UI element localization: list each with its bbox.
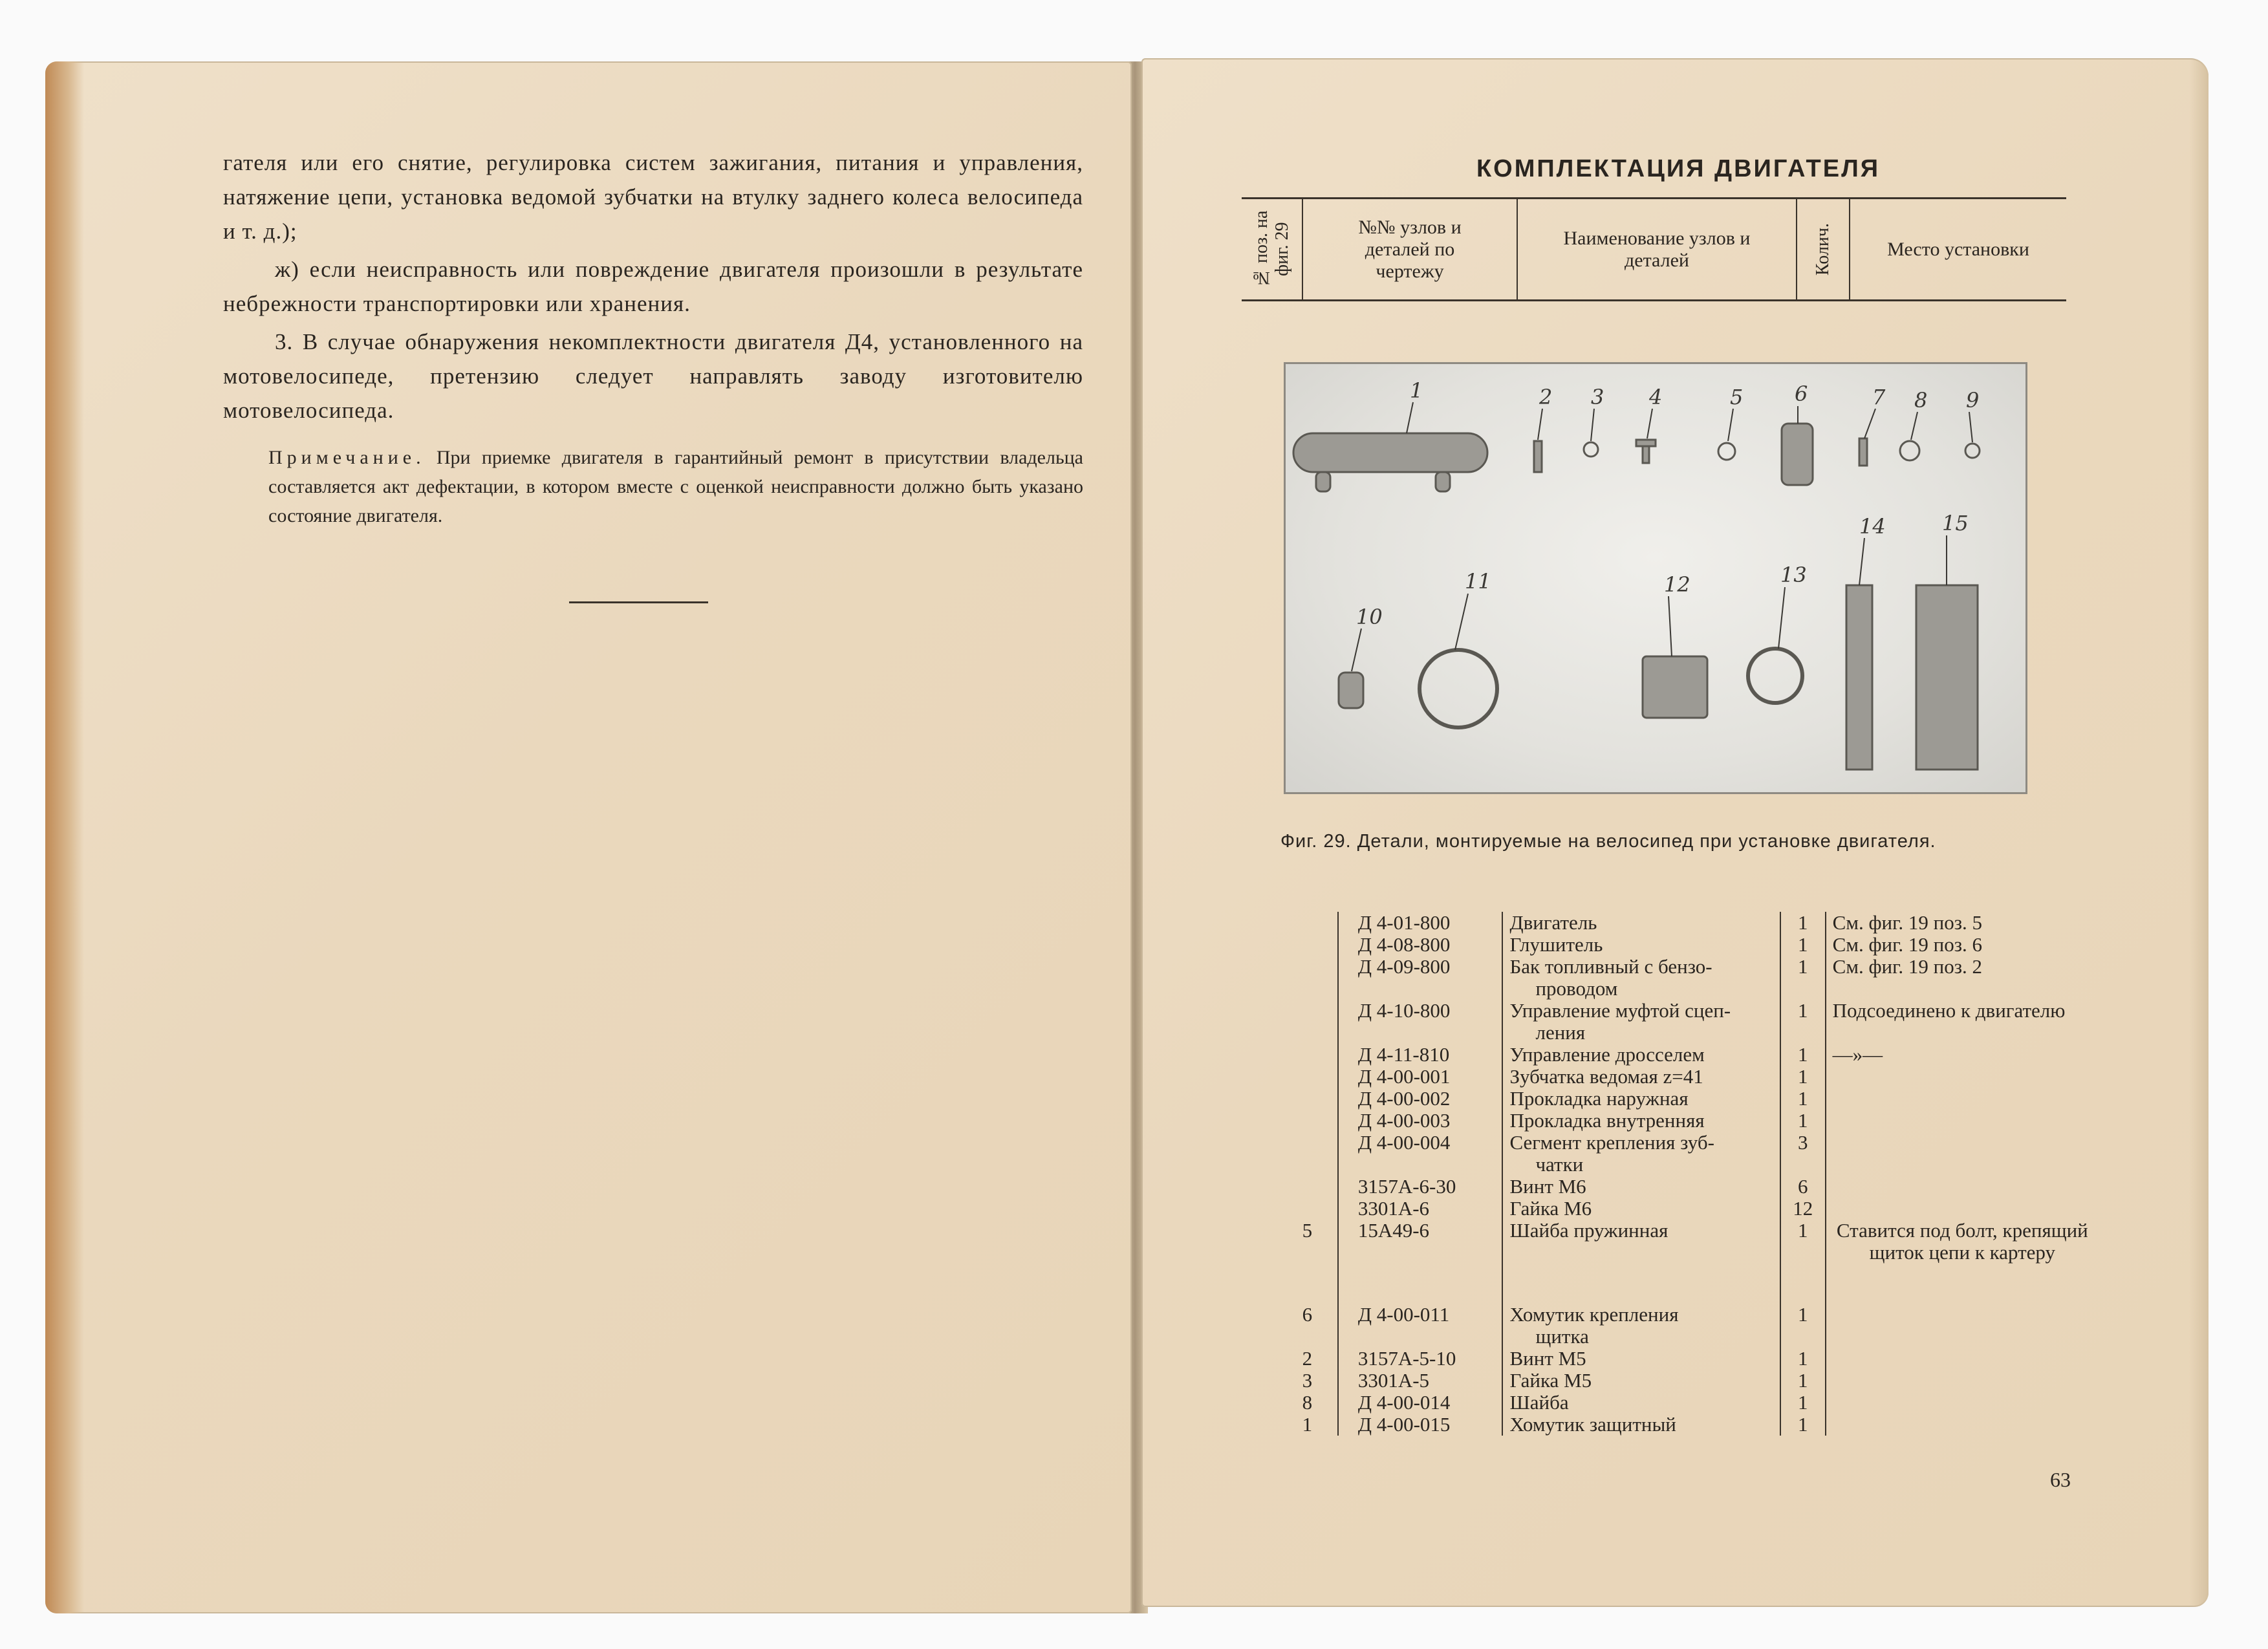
- part-name-cell-text: Гайка М6: [1509, 1197, 1592, 1220]
- table-row: [1277, 1220, 2092, 1304]
- part-number-cell-text: Д 4-01-800: [1357, 911, 1451, 934]
- label-6: 6: [1795, 382, 1808, 406]
- part-number-cell: [1337, 1132, 1502, 1176]
- quantity-cell-text: 1: [1797, 999, 1808, 1022]
- pos-cell: [1277, 1044, 1337, 1066]
- quantity-cell-text: 1: [1797, 1391, 1808, 1414]
- install-place-cell: [1825, 1370, 2092, 1392]
- table-row: [1277, 956, 2092, 1000]
- pos-cell: [1277, 1220, 1337, 1304]
- note: [268, 443, 1083, 530]
- install-place-cell: [1825, 1414, 2092, 1436]
- part-name-cell-text: Хомутик защитный: [1509, 1413, 1676, 1436]
- quantity-cell-text: 1: [1797, 1109, 1808, 1132]
- table-row: [1277, 1176, 2092, 1198]
- table-row: [1277, 1132, 2092, 1176]
- part-4-shank: [1643, 446, 1649, 463]
- quantity-cell: [1780, 934, 1825, 956]
- part-number-cell-text: Д 4-00-015: [1357, 1413, 1451, 1436]
- quantity-cell-text: 1: [1797, 933, 1808, 956]
- parts-table: [1277, 912, 2092, 1436]
- pos-cell: [1277, 1198, 1337, 1220]
- part-name-cell: [1502, 1348, 1779, 1370]
- quantity-cell: [1780, 1348, 1825, 1370]
- part-number-cell-text: Д 4-00-004: [1357, 1131, 1451, 1154]
- part-name-cell: [1502, 956, 1779, 1000]
- quantity-cell-text: 1: [1797, 1043, 1808, 1066]
- label-4: 4: [1649, 385, 1663, 409]
- part-number-cell-text: Д 4-00-003: [1357, 1109, 1451, 1132]
- part-name-cell: [1502, 1000, 1779, 1044]
- part-name-cell: [1502, 1370, 1779, 1392]
- install-place-cell: [1825, 1348, 2092, 1370]
- install-place-cell: [1825, 1088, 2092, 1110]
- page-number: 63: [2050, 1468, 2071, 1491]
- pos-cell: [1277, 1176, 1337, 1198]
- table-row: [1277, 934, 2092, 956]
- quantity-cell: [1780, 1304, 1825, 1348]
- part-name-cell: [1502, 1414, 1779, 1436]
- section-end-rule: [569, 601, 708, 603]
- part-name-cell-text: Хомутик крепления: [1509, 1303, 1679, 1326]
- install-place-cell-text: Подсоединено к двигателю: [1832, 999, 2066, 1022]
- leader-1: [1407, 402, 1413, 433]
- quantity-cell: [1780, 1370, 1825, 1392]
- part-number-cell: [1337, 1370, 1502, 1392]
- part-name-cell: [1502, 1132, 1779, 1176]
- header-qty-label: Колич.: [1813, 223, 1833, 275]
- install-place-cell: [1825, 1066, 2092, 1088]
- pos-cell: [1277, 1370, 1337, 1392]
- part-name-cell: [1502, 1392, 1779, 1414]
- pos-cell-text: 2: [1302, 1347, 1313, 1370]
- label-14: 14: [1859, 514, 1886, 539]
- part-number-cell-text: Д 4-10-800: [1357, 999, 1451, 1022]
- leader-9: [1969, 412, 1972, 442]
- pos-cell-text: 8: [1302, 1391, 1313, 1414]
- label-12: 12: [1664, 572, 1690, 597]
- leader-7: [1864, 409, 1875, 438]
- quantity-cell-text: 1: [1797, 955, 1808, 978]
- part-15-pad: [1916, 585, 1978, 770]
- leader-8: [1911, 412, 1917, 440]
- part-number-cell-text: Д 4-08-800: [1357, 933, 1451, 956]
- leader-14: [1859, 538, 1864, 585]
- label-10: 10: [1356, 605, 1383, 629]
- part-5-washer: [1718, 443, 1735, 460]
- part-3-nut: [1584, 442, 1598, 457]
- part-number-cell-text: Д 4-11-810: [1357, 1043, 1450, 1066]
- install-place-cell-text: —»—: [1832, 1043, 1883, 1066]
- part-number-cell: [1337, 1000, 1502, 1044]
- header-name: [1518, 199, 1797, 299]
- pos-cell-text: 3: [1302, 1369, 1313, 1392]
- table-row: [1277, 1088, 2092, 1110]
- label-7: 7: [1872, 385, 1886, 409]
- pos-cell: [1277, 1392, 1337, 1414]
- label-11: 11: [1465, 569, 1491, 594]
- leader-2: [1538, 409, 1542, 440]
- paragraph-2: ж) если неисправность или повреждение двигателя произошли в результате небрежности транспортировки или хранения.: [223, 257, 1083, 316]
- header-place-label: Место установки: [1887, 238, 2029, 260]
- part-number-cell-text: 3157А-6-30: [1357, 1175, 1456, 1198]
- left-page: [45, 61, 1132, 1613]
- install-place-cell: [1825, 912, 2092, 934]
- part-name-cell: [1502, 1304, 1779, 1348]
- part-name-continuation: чатки: [1535, 1153, 1584, 1176]
- part-number-cell: [1337, 1110, 1502, 1132]
- figure-caption: Фиг. 29. Детали, монтируемые на велосипед при установке двигателя.: [1280, 831, 1936, 852]
- part-9-washer: [1965, 444, 1980, 458]
- pos-cell: [1277, 934, 1337, 956]
- part-number-cell: [1337, 1348, 1502, 1370]
- quantity-cell-text: 1: [1797, 1413, 1808, 1436]
- note-text: При приемке двигателя в гарантийный ремонт в присутствии владельца составляется акт дефектации, в котором вместе с оценкой неисправности должно быть указано состояние двигателя.: [268, 447, 1083, 526]
- part-name-cell: [1502, 1066, 1779, 1088]
- part-number-cell-text: Д 4-00-001: [1357, 1065, 1451, 1088]
- install-place-cell: [1825, 934, 2092, 956]
- part-6-clamp: [1782, 424, 1813, 485]
- part-name-cell-text: Гайка М5: [1509, 1369, 1592, 1392]
- section-title: КОМПЛЕКТАЦИЯ ДВИГАТЕЛЯ: [1476, 155, 1881, 182]
- pos-cell: [1277, 1000, 1337, 1044]
- header-pos: [1242, 199, 1303, 299]
- part-number-cell-text: Д 4-00-002: [1357, 1087, 1451, 1110]
- part-name-cell-text: Бак топливный с бензо-: [1509, 955, 1712, 978]
- table-row: [1277, 1392, 2092, 1414]
- quantity-cell: [1780, 1132, 1825, 1176]
- quantity-cell: [1780, 956, 1825, 1000]
- header-place: [1850, 199, 2066, 299]
- install-place-cell-text: См. фиг. 19 поз. 2: [1832, 955, 1982, 978]
- part-name-cell-text: Шайба пружинная: [1509, 1219, 1669, 1242]
- label-8: 8: [1914, 388, 1928, 413]
- part-7-screw: [1859, 438, 1867, 466]
- part-name-continuation: проводом: [1535, 977, 1618, 1000]
- header-part-no-label: №№ узлов и деталей по чертежу: [1358, 216, 1462, 282]
- pos-cell: [1277, 1066, 1337, 1088]
- part-number-cell: [1337, 934, 1502, 956]
- part-8-washer: [1900, 441, 1919, 460]
- part-number-cell-text: Д 4-09-800: [1357, 955, 1451, 978]
- quantity-cell-text: 1: [1797, 1303, 1808, 1326]
- install-place-cell: [1825, 1176, 2092, 1198]
- quantity-cell-text: 1: [1797, 1065, 1808, 1088]
- install-place-cell-text: См. фиг. 19 поз. 6: [1832, 933, 1982, 956]
- install-place-cell: [1825, 1392, 2092, 1414]
- part-number-cell-text: 3301А-6: [1357, 1197, 1430, 1220]
- pos-cell-text: 1: [1302, 1413, 1313, 1436]
- part-name-cell-text: Прокладка внутренняя: [1509, 1109, 1705, 1132]
- install-place-cell: [1825, 1304, 2092, 1348]
- table-row: [1277, 1000, 2092, 1044]
- part-1-clamp: [1293, 433, 1487, 472]
- part-name-cell-text: Прокладка наружная: [1509, 1087, 1689, 1110]
- quantity-cell: [1780, 1110, 1825, 1132]
- install-place-cell: [1825, 1044, 2092, 1066]
- pos-cell: [1277, 1348, 1337, 1370]
- left-text-block: [223, 146, 1083, 427]
- table-row: [1277, 1044, 2092, 1066]
- install-place-cell-text: Ставится под болт, крепящий щиток цепи к картеру: [1836, 1219, 2088, 1264]
- header-part-no: [1303, 199, 1518, 299]
- part-number-cell: [1337, 1044, 1502, 1066]
- quantity-cell: [1780, 1066, 1825, 1088]
- leader-12: [1669, 596, 1672, 656]
- leader-13: [1778, 587, 1785, 649]
- quantity-cell-text: 6: [1797, 1175, 1808, 1198]
- table-row: [1277, 1198, 2092, 1220]
- part-name-cell: [1502, 1198, 1779, 1220]
- quantity-cell: [1780, 1414, 1825, 1436]
- part-number-cell: [1337, 1392, 1502, 1414]
- label-9: 9: [1966, 388, 1980, 413]
- quantity-cell-text: 1: [1797, 1369, 1808, 1392]
- quantity-cell: [1780, 1088, 1825, 1110]
- part-name-cell: [1502, 1088, 1779, 1110]
- part-number-cell-text: 3157А-5-10: [1357, 1347, 1456, 1370]
- part-number-cell: [1337, 956, 1502, 1000]
- pos-cell: [1277, 956, 1337, 1000]
- part-name-cell: [1502, 934, 1779, 956]
- part-12-sleeve: [1643, 656, 1707, 718]
- label-15: 15: [1942, 511, 1969, 535]
- leader-3: [1591, 409, 1594, 441]
- part-number-cell: [1337, 1414, 1502, 1436]
- part-name-cell-text: Управление дросселем: [1509, 1043, 1705, 1066]
- part-2-screw: [1534, 441, 1542, 472]
- table-row: [1277, 912, 2092, 934]
- part-name-continuation: ления: [1535, 1021, 1586, 1044]
- part-number-cell: [1337, 1088, 1502, 1110]
- install-place-cell: [1825, 1198, 2092, 1220]
- right-page: [1141, 58, 2209, 1607]
- install-place-cell: [1825, 1220, 2092, 1304]
- paragraph-3: 3. В случае обнаружения некомплектности двигателя Д4, установленного на мотовелосипеде, претензию следует направлять заводу изготовителю мотовелосипеда.: [223, 329, 1083, 423]
- quantity-cell: [1780, 1220, 1825, 1304]
- quantity-cell-text: 12: [1793, 1197, 1813, 1220]
- quantity-cell-text: 3: [1797, 1131, 1808, 1154]
- pos-cell: [1277, 1110, 1337, 1132]
- quantity-cell: [1780, 1044, 1825, 1066]
- part-number-cell: [1337, 1304, 1502, 1348]
- quantity-cell-text: 1: [1797, 1219, 1808, 1242]
- quantity-cell: [1780, 912, 1825, 934]
- leader-4: [1647, 409, 1652, 438]
- part-number-cell-text: Д 4-00-014: [1357, 1391, 1451, 1414]
- quantity-cell-text: 1: [1797, 1347, 1808, 1370]
- paragraph-1: гателя или его снятие, регулировка систем зажигания, питания и управления, натяжение цепи, установка ведомой зубчатки на втулку заднего колеса велосипеда и т. д.);: [223, 150, 1083, 244]
- table-row: [1277, 1414, 2092, 1436]
- part-name-cell: [1502, 1110, 1779, 1132]
- part-name-cell-text: Зубчатка ведомая z=41: [1509, 1065, 1703, 1088]
- quantity-cell-text: 1: [1797, 1087, 1808, 1110]
- part-name-continuation: щитка: [1535, 1325, 1589, 1348]
- label-2: 2: [1539, 385, 1553, 409]
- figure-29-photo: [1284, 362, 2027, 794]
- part-11-ring: [1420, 650, 1497, 727]
- install-place-cell: [1825, 1000, 2092, 1044]
- part-name-cell-text: Двигатель: [1509, 911, 1597, 934]
- label-5: 5: [1730, 385, 1744, 409]
- pos-cell-text: 5: [1302, 1219, 1313, 1242]
- pos-cell: [1277, 1414, 1337, 1436]
- quantity-cell: [1780, 1176, 1825, 1198]
- table-row: [1277, 1110, 2092, 1132]
- label-13: 13: [1780, 563, 1807, 587]
- table-header: [1242, 197, 2066, 301]
- part-number-cell: [1337, 1066, 1502, 1088]
- part-name-cell-text: Глушитель: [1509, 933, 1603, 956]
- header-pos-label: № поз. на фиг. 29: [1251, 210, 1292, 288]
- pos-cell: [1277, 1304, 1337, 1348]
- quantity-cell-text: 1: [1797, 911, 1808, 934]
- part-number-cell: [1337, 1198, 1502, 1220]
- part-number-cell-text: Д 4-00-011: [1357, 1303, 1450, 1326]
- part-number-cell: [1337, 912, 1502, 934]
- header-qty: [1797, 199, 1850, 299]
- parts-illustration: [1284, 362, 2027, 794]
- part-number-cell: [1337, 1176, 1502, 1198]
- install-place-cell: [1825, 956, 2092, 1000]
- quantity-cell: [1780, 1392, 1825, 1414]
- table-row: [1277, 1066, 2092, 1088]
- install-place-cell-text: См. фиг. 19 поз. 5: [1832, 911, 1982, 934]
- pos-cell-text: 6: [1302, 1303, 1313, 1326]
- part-name-cell-text: Управление муфтой сцеп-: [1509, 999, 1731, 1022]
- pos-cell: [1277, 912, 1337, 934]
- leader-5: [1728, 409, 1733, 441]
- part-name-cell-text: Винт М6: [1509, 1175, 1586, 1198]
- part-name-cell: [1502, 1044, 1779, 1066]
- install-place-cell: [1825, 1132, 2092, 1176]
- part-name-cell-text: Сегмент крепления зуб-: [1509, 1131, 1714, 1154]
- part-name-cell-text: Шайба: [1509, 1391, 1569, 1414]
- table-row: [1277, 1348, 2092, 1370]
- part-1-lug-right: [1436, 472, 1450, 491]
- table-row: [1277, 1304, 2092, 1348]
- part-number-cell-text: 15А49-6: [1357, 1219, 1430, 1242]
- label-3: 3: [1591, 385, 1604, 409]
- pos-cell: [1277, 1132, 1337, 1176]
- part-13-ring: [1748, 649, 1802, 703]
- quantity-cell: [1780, 1198, 1825, 1220]
- part-number-cell: [1337, 1220, 1502, 1304]
- part-name-cell: [1502, 912, 1779, 934]
- leader-11: [1455, 594, 1468, 650]
- leader-10: [1352, 629, 1361, 671]
- label-1: 1: [1410, 378, 1423, 403]
- part-14-strip: [1846, 585, 1872, 770]
- part-name-cell: [1502, 1220, 1779, 1304]
- part-10-clamp: [1339, 673, 1363, 708]
- part-number-cell-text: 3301А-5: [1357, 1369, 1430, 1392]
- table-row: [1277, 1370, 2092, 1392]
- quantity-cell: [1780, 1000, 1825, 1044]
- header-name-label: Наименование узлов и деталей: [1563, 227, 1751, 271]
- part-1-lug-left: [1316, 472, 1330, 491]
- install-place-cell: [1825, 1110, 2092, 1132]
- pos-cell: [1277, 1088, 1337, 1110]
- part-name-cell-text: Винт М5: [1509, 1347, 1586, 1370]
- note-label: Примечание.: [268, 447, 426, 468]
- part-name-cell: [1502, 1176, 1779, 1198]
